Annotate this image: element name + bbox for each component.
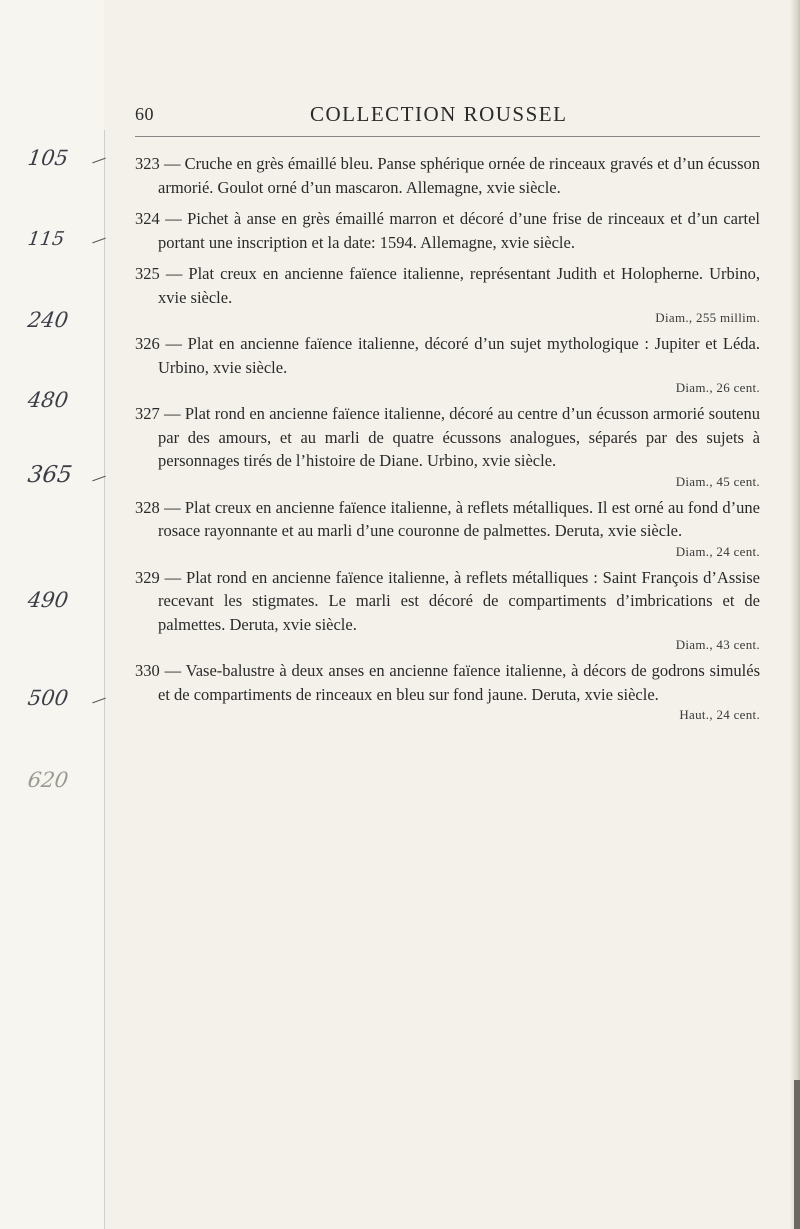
catalogue-entry — [135, 496, 760, 560]
catalogue-entry — [135, 402, 760, 490]
catalogue-entry — [135, 152, 760, 199]
entry-number: 328 — [135, 497, 160, 517]
margin-note-price: 490 — [26, 588, 70, 612]
catalogue-entry — [135, 262, 760, 326]
entry-number: 324 — [135, 209, 160, 228]
entry-dimension: Diam., 43 cent. — [675, 637, 760, 652]
entry-description: — Plat en ancienne faïence italienne, décoré d’un sujet mythologique : Jupiter et Léda. Urbino, xvie siècle. — [158, 334, 760, 377]
page-edge-shadow — [794, 1080, 800, 1229]
entry-dimension: Haut., 24 cent. — [679, 707, 760, 722]
entry-number: 323 — [135, 154, 160, 173]
entry-description: — Pichet à anse en grès émaillé marron et décoré d’une frise de rinceaux et d’un cartel portant une inscription et la date: 1594. Allemagne, xvie siècle. — [158, 209, 760, 252]
page-number: 60 — [135, 104, 154, 124]
entry-text — [135, 262, 760, 309]
entry-number: 327 — [135, 404, 160, 423]
margin-strip — [0, 0, 104, 1229]
margin-note-price: 240 — [26, 308, 70, 332]
entry-number: 330 — [135, 661, 160, 680]
entry-number: 326 — [135, 334, 160, 353]
margin-note-price: 115 — [26, 228, 66, 250]
entry-number: 329 — [135, 567, 160, 587]
catalogue-entry — [135, 332, 760, 396]
entry-description: — Cruche en grès émaillé bleu. Panse sphérique ornée de rinceaux gravés et d’un écusson armorié. Goulot orné d’un mascaron. Allemagne, xvie siècle. — [158, 154, 761, 197]
entry-text — [135, 659, 760, 706]
entry-text — [135, 566, 760, 637]
entry-dimension: Diam., 255 millim. — [655, 310, 760, 325]
entry-dimension: Diam., 45 cent. — [675, 473, 760, 489]
header-rule — [135, 136, 760, 137]
running-title: COLLECTION ROUSSEL — [310, 102, 568, 126]
catalogue-entry — [135, 566, 760, 654]
entry-number: 325 — [135, 264, 160, 283]
entry-description: — Vase-balustre à deux anses en ancienne faïence italienne, à décors de godrons simulés et de compartiments de rinceaux en bleu sur fond jaune. Deruta, xvie siècle. — [158, 661, 760, 704]
catalogue-entries — [135, 152, 760, 723]
entry-dimension: Diam., 26 cent. — [675, 380, 760, 395]
entry-dimension: Diam., 24 cent. — [675, 543, 760, 559]
margin-rule — [104, 130, 105, 1229]
entry-description: — Plat creux en ancienne faïence italienne, représentant Judith et Holopherne. Urbino, xvie siècle. — [158, 264, 760, 307]
entry-description: — Plat rond en ancienne faïence italienne, à reflets métalliques : Saint François d’Assise recevant les stigmates. Le marli est décoré de compartiments d’imbrications et de palmettes. Deruta, xvie siècle. — [158, 567, 760, 634]
entry-text — [135, 152, 760, 199]
entry-text — [135, 332, 760, 379]
entry-description: — Plat creux en ancienne faïence italienne, à reflets métalliques. Il est orné au fond d’une rosace rayonnante et au marli d’une couronne de palmettes. Deruta, xvie siècle. — [158, 497, 761, 540]
margin-note-price: 620 — [26, 768, 70, 792]
catalogue-entry — [135, 207, 760, 254]
margin-note-price: 365 — [26, 462, 74, 488]
page-edge — [790, 0, 800, 1229]
margin-note-price: 105 — [26, 146, 70, 170]
margin-note-price: 500 — [26, 686, 70, 710]
entry-text — [135, 496, 760, 543]
entry-text — [135, 207, 760, 254]
catalogue-entry — [135, 659, 760, 723]
entry-description: — Plat rond en ancienne faïence italienne, décoré au centre d’un écusson armorié soutenu par des amours, et au marli de quatre écussons analogues, séparés par des sujets à personnages tirés de l’histoire de Diane. Urbino, xvie siècle. — [158, 404, 760, 470]
entry-text — [135, 402, 760, 473]
margin-note-price: 480 — [26, 388, 70, 412]
